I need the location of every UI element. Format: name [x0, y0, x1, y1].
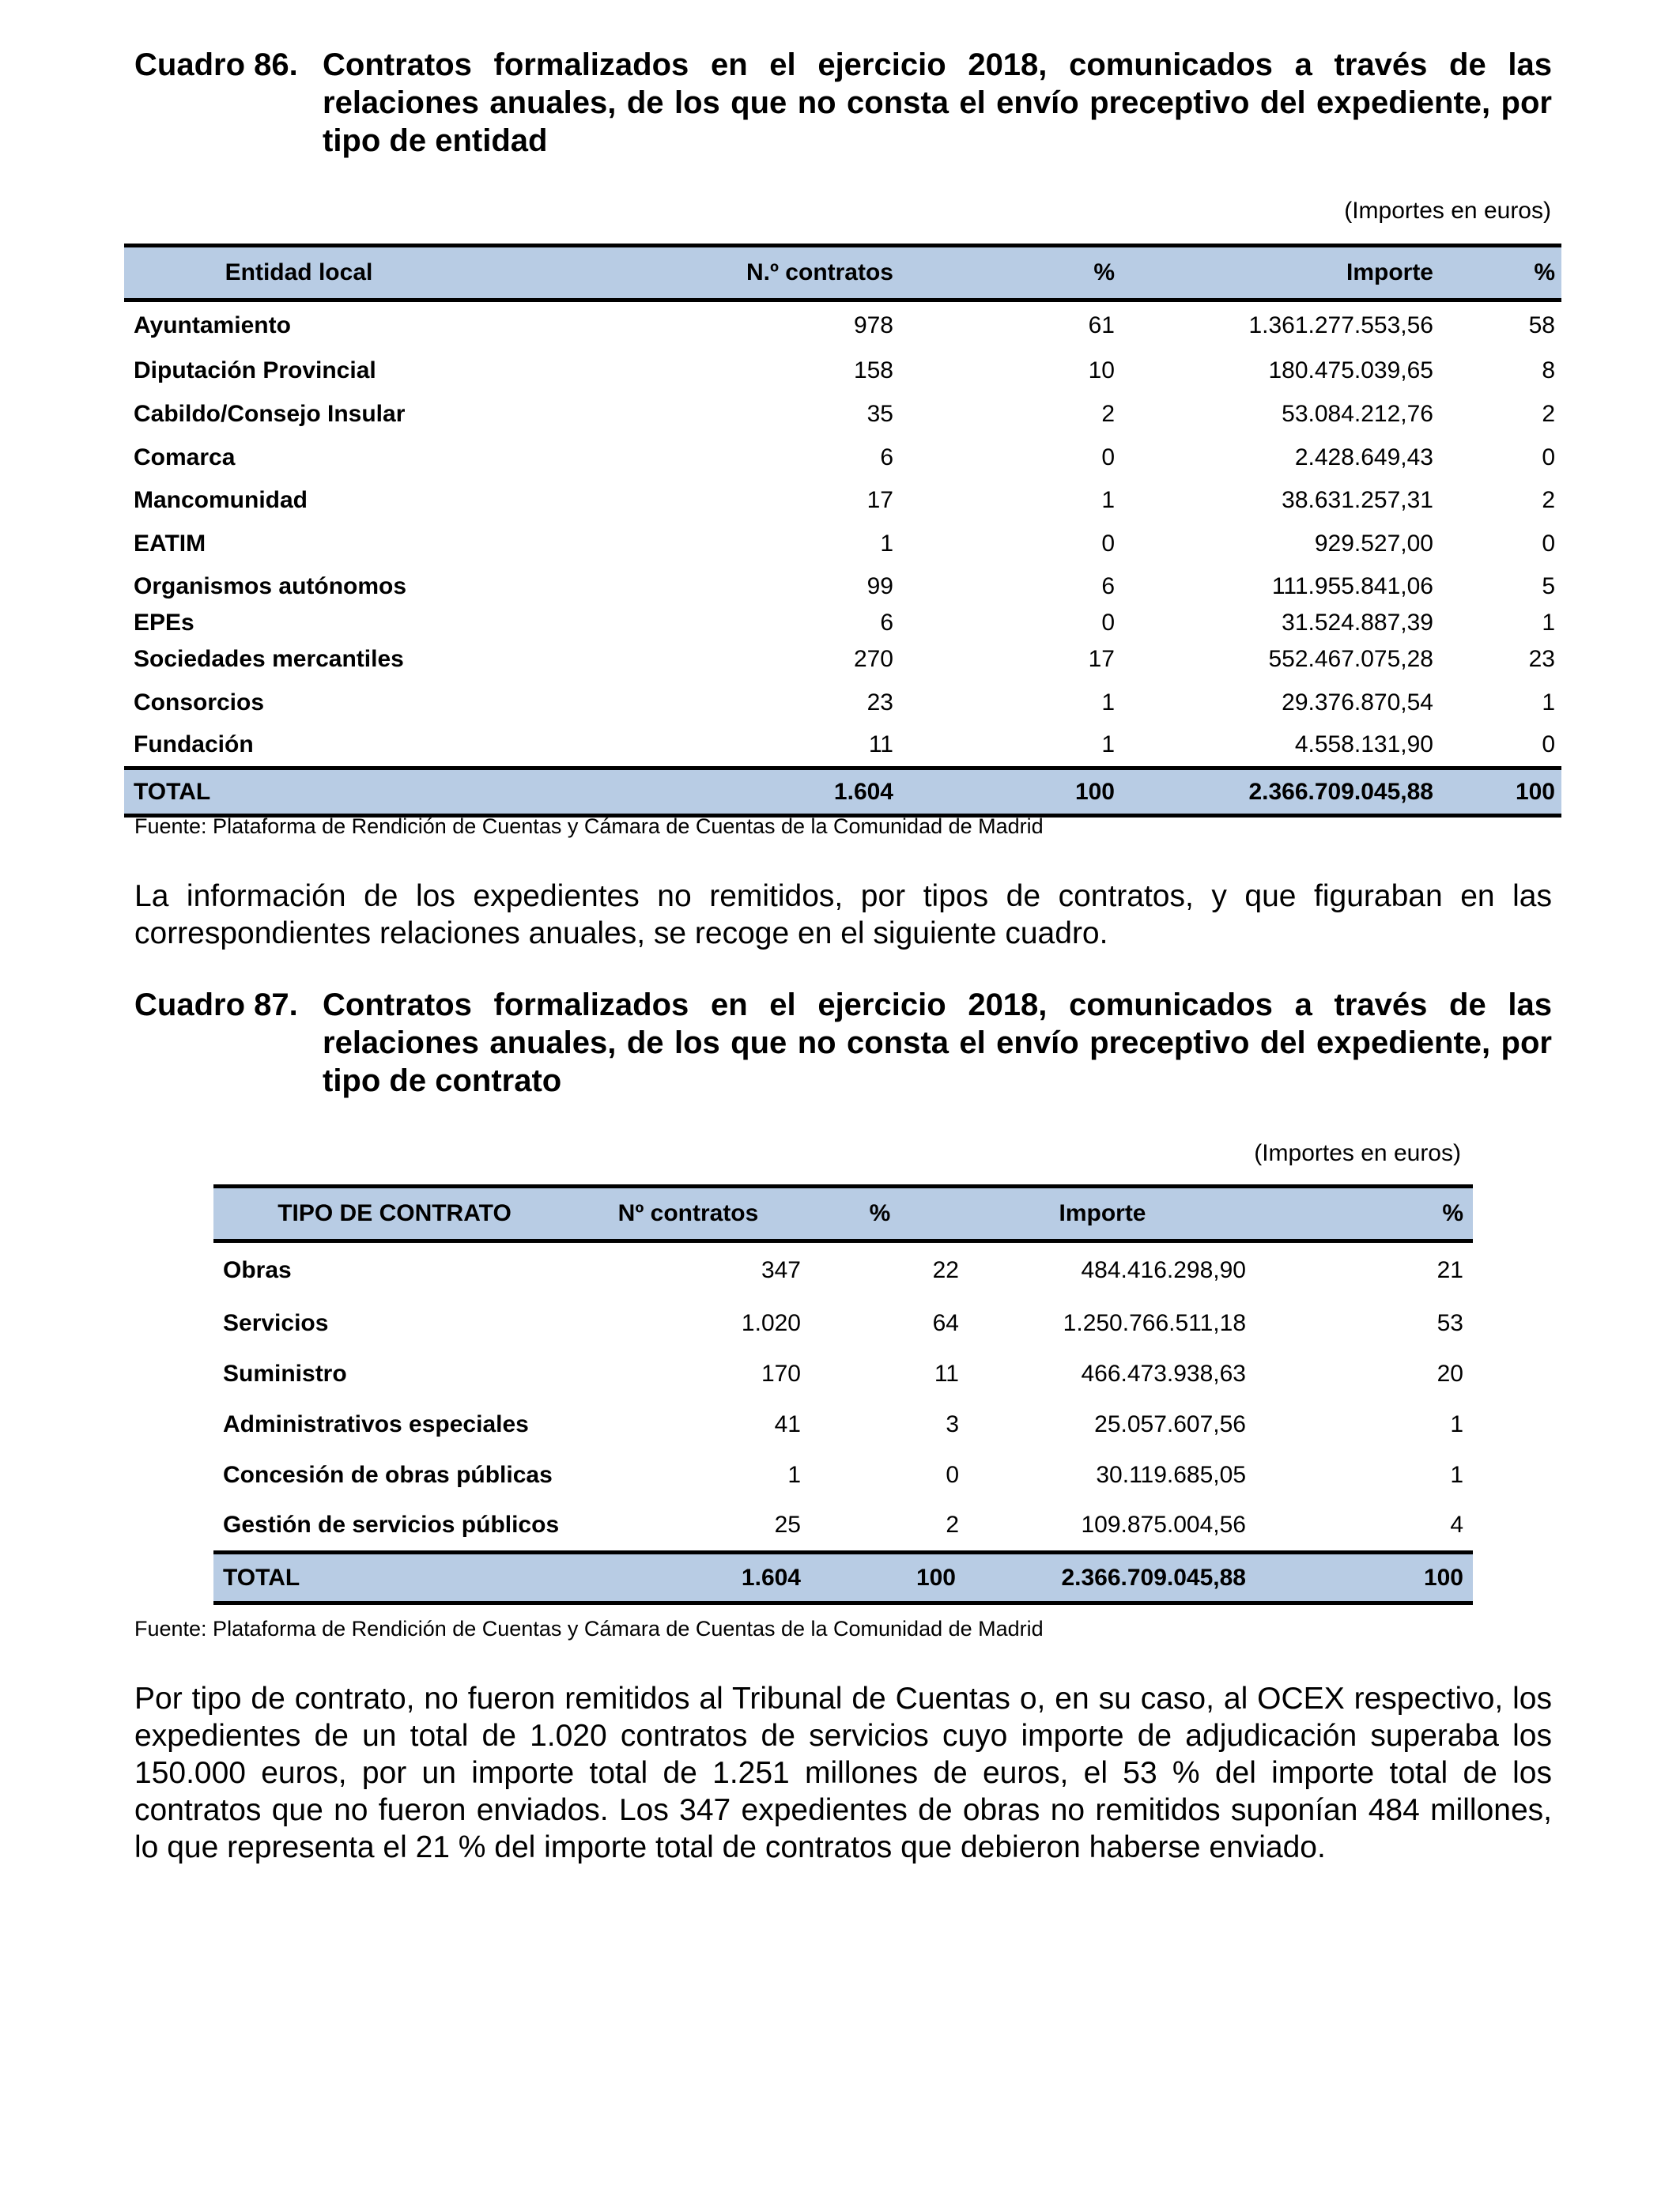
table-row [124, 300, 1561, 349]
table-header-row [124, 246, 1561, 300]
table-row [124, 608, 1561, 638]
table-cell: 53.084.212,76 [1282, 401, 1433, 427]
cuadro-86-caption [134, 46, 1552, 164]
table-cell: 3 [946, 1410, 959, 1437]
total-cell: 2.366.709.045,88 [1115, 768, 1433, 816]
column-header: % [1433, 246, 1561, 300]
table-cell: 466.473.938,63 [1081, 1360, 1246, 1387]
table-cell: 17 [866, 487, 893, 513]
table-cell: 4 [1450, 1512, 1463, 1539]
table-cell: 0 [1101, 530, 1115, 557]
table-cell: 2 [1101, 401, 1115, 427]
table-cell: 8 [1542, 357, 1555, 383]
table-cell: 1 [787, 1461, 801, 1488]
cuadro-87-title: Contratos formalizados en el ejercicio 2018, comunicados a través de las relaciones anuales, de los que no consta el envío preceptivo del expediente, por tipo de contrato [323, 987, 1552, 1098]
table-cell: 58 [1528, 312, 1555, 338]
cuadro-87-number: Cuadro 87. [134, 987, 298, 1022]
table-cell: 0 [1101, 609, 1115, 636]
row-label: Gestión de servicios públicos [223, 1512, 560, 1539]
cuadro-86-title: Contratos formalizados en el ejercicio 2018, comunicados a través de las relaciones anuales, de los que no consta el envío preceptivo del expediente, por tipo de entidad [323, 47, 1552, 158]
total-cell: 100 [893, 768, 1115, 816]
table-cell: 23 [866, 689, 893, 716]
table-cell: 109.875.004,56 [1081, 1512, 1246, 1539]
table-cell: 158 [853, 357, 893, 383]
table-cell: 4.558.131,90 [1294, 731, 1433, 758]
table-cell: 180.475.039,65 [1268, 357, 1433, 383]
row-label: Comarca [134, 444, 236, 470]
cuadro-86-units: (Importes en euros) [1344, 198, 1551, 224]
total-row [124, 768, 1561, 816]
column-header: Importe [959, 1187, 1246, 1241]
column-header: N.º contratos [462, 246, 893, 300]
table-cell: 1.361.277.553,56 [1248, 312, 1433, 338]
cuadro-86-source: Fuente: Plataforma de Rendición de Cuentas y Cámara de Cuentas de la Comunidad de Madrid [134, 814, 1044, 838]
table-cell: 929.527,00 [1314, 530, 1433, 557]
table-row [124, 565, 1561, 608]
cuadro-87-caption [134, 986, 1552, 1105]
total-label: TOTAL [124, 768, 462, 816]
table-cell: 1 [1101, 487, 1115, 513]
table-cell: 35 [866, 401, 893, 427]
table-cell: 23 [1528, 646, 1555, 672]
table-row [213, 1349, 1473, 1399]
table-row [124, 523, 1561, 565]
table-cell: 99 [866, 572, 893, 599]
total-cell: 100 [1433, 768, 1561, 816]
table-cell: 2 [1542, 487, 1555, 513]
total-label: TOTAL [213, 1553, 576, 1603]
column-header: Nº contratos [576, 1187, 801, 1241]
total-row [213, 1553, 1473, 1603]
row-label: Sociedades mercantiles [134, 646, 404, 672]
table-cell: 6 [880, 444, 893, 470]
cuadro-87-table [213, 1184, 1473, 1605]
table-row [124, 436, 1561, 479]
table-cell: 0 [1542, 731, 1555, 758]
table-cell: 21 [1436, 1256, 1463, 1283]
row-label: EPEs [134, 609, 194, 636]
table-cell: 1 [1542, 609, 1555, 636]
table-row [213, 1298, 1473, 1349]
row-label: Administrativos especiales [223, 1410, 529, 1437]
table-header-row [213, 1187, 1473, 1241]
row-label: Diputación Provincial [134, 357, 376, 383]
cuadro-87-source: Fuente: Plataforma de Rendición de Cuentas y Cámara de Cuentas de la Comunidad de Madrid [134, 1617, 1044, 1641]
table-cell: 1.020 [741, 1309, 801, 1336]
table-row [213, 1241, 1473, 1298]
table-cell: 2.428.649,43 [1294, 444, 1433, 470]
table-cell: 0 [1542, 530, 1555, 557]
column-header: Entidad local [124, 246, 462, 300]
column-header: TIPO DE CONTRATO [213, 1187, 576, 1241]
table-cell: 0 [1101, 444, 1115, 470]
table-cell: 1 [1101, 731, 1115, 758]
table-cell: 270 [853, 646, 893, 672]
row-label: Cabildo/Consejo Insular [134, 401, 406, 427]
table-cell: 22 [932, 1256, 959, 1283]
total-cell: 100 [1246, 1553, 1473, 1603]
table-cell: 0 [946, 1461, 959, 1488]
row-label: Suministro [223, 1360, 347, 1387]
table-cell: 6 [880, 609, 893, 636]
row-label: Servicios [223, 1309, 329, 1336]
cuadro-86-table [124, 244, 1561, 818]
table-cell: 170 [761, 1360, 801, 1387]
table-cell: 61 [1088, 312, 1115, 338]
table-cell: 10 [1088, 357, 1115, 383]
total-cell: 2.366.709.045,88 [959, 1553, 1246, 1603]
row-label: Organismos autónomos [134, 572, 407, 599]
table-cell: 552.467.075,28 [1268, 646, 1433, 672]
cuadro-87-units: (Importes en euros) [1254, 1140, 1461, 1166]
table-cell: 2 [946, 1512, 959, 1539]
table-cell: 20 [1436, 1360, 1463, 1387]
table-cell: 347 [761, 1256, 801, 1283]
table-row [124, 724, 1561, 768]
row-label: Obras [223, 1256, 292, 1283]
total-cell: 100 [801, 1553, 959, 1603]
table-row [124, 479, 1561, 523]
table-cell: 6 [1101, 572, 1115, 599]
column-header: % [1246, 1187, 1473, 1241]
row-label: Concesión de obras públicas [223, 1461, 553, 1488]
table-cell: 11 [934, 1360, 959, 1387]
table-cell: 11 [868, 731, 893, 758]
table-cell: 53 [1436, 1309, 1463, 1336]
cuadro-86-number: Cuadro 86. [134, 47, 298, 82]
table-cell: 29.376.870,54 [1282, 689, 1433, 716]
table-cell: 1 [1450, 1410, 1463, 1437]
table-cell: 38.631.257,31 [1282, 487, 1433, 513]
table-cell: 978 [853, 312, 893, 338]
table-row [124, 682, 1561, 724]
row-label: Mancomunidad [134, 487, 308, 513]
row-label: Ayuntamiento [134, 312, 291, 338]
table-cell: 25.057.607,56 [1094, 1410, 1246, 1437]
column-header: Importe [1115, 246, 1433, 300]
table-cell: 64 [932, 1309, 959, 1336]
table-row [124, 349, 1561, 393]
table-row [213, 1450, 1473, 1501]
table-cell: 0 [1542, 444, 1555, 470]
table-cell: 484.416.298,90 [1081, 1256, 1246, 1283]
paragraph-intro: La información de los expedientes no remitidos, por tipos de contratos, y que figuraban en las correspondientes relaciones anuales, se recoge en el siguiente cuadro. [134, 879, 1552, 950]
table-cell: 17 [1088, 646, 1115, 672]
paragraph-analysis: Por tipo de contrato, no fueron remitidos al Tribunal de Cuentas o, en su caso, al OCEX respectivo, los expedientes de un total de 1.020 contratos de servicios cuyo importe de adjudicación superaba los 150.000 euros, por un importe total de 1.251 millones de euros, el 53 % del importe total de los contratos que no fueron enviados. Los 347 expedientes de obras no remitidos suponían 484 millones, lo que representa el 21 % del importe total de contratos que debieron haberse enviado. [134, 1682, 1552, 1864]
row-label: EATIM [134, 530, 206, 557]
table-cell: 30.119.685,05 [1096, 1461, 1246, 1488]
total-cell: 1.604 [462, 768, 893, 816]
column-header: % [801, 1187, 959, 1241]
table-cell: 1 [1450, 1461, 1463, 1488]
column-header: % [893, 246, 1115, 300]
table-row [213, 1501, 1473, 1553]
table-cell: 1 [880, 530, 893, 557]
total-cell: 1.604 [576, 1553, 801, 1603]
table-cell: 111.955.841,06 [1271, 572, 1433, 599]
table-cell: 2 [1542, 401, 1555, 427]
table-cell: 1 [1101, 689, 1115, 716]
table-cell: 41 [774, 1410, 801, 1437]
table-cell: 1.250.766.511,18 [1063, 1309, 1246, 1336]
table-cell: 1 [1542, 689, 1555, 716]
row-label: Fundación [134, 731, 254, 758]
table-row [124, 638, 1561, 682]
table-row [213, 1399, 1473, 1450]
table-row [124, 393, 1561, 436]
table-cell: 31.524.887,39 [1282, 609, 1433, 636]
table-cell: 25 [774, 1512, 801, 1539]
row-label: Consorcios [134, 689, 265, 716]
table-cell: 5 [1542, 572, 1555, 599]
